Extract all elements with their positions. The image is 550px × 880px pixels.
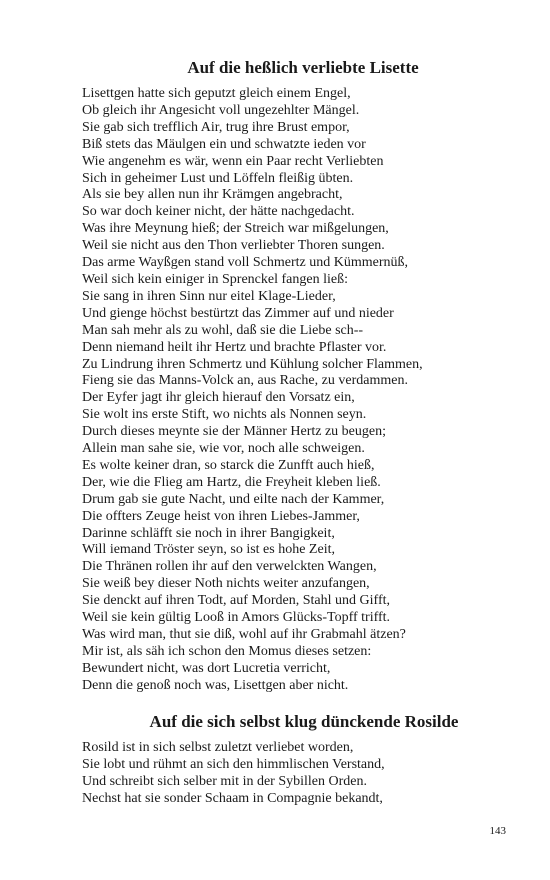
verse-line: Durch dieses meynte sie der Männer Hertz zu beugen; [82,424,386,440]
verse-line: Die offters Zeuge heist von ihren Liebes-Jammer, [82,508,360,524]
verse-line: Sie denckt auf ihren Todt, auf Morden, Stahl und Gifft, [82,593,390,609]
verse-line: Es wolte keiner dran, so starck die Zunfft auch hieß, [82,457,375,473]
verse-line: Die Thränen rollen ihr auf den verwelckten Wangen, [82,559,377,575]
verse-line: Weil sie kein gültig Looß in Amors Glücks-Topff trifft. [82,610,391,626]
verse-line: Darinne schläfft sie noch in ihrer Bangigkeit, [82,525,335,541]
verse-line: Allein man sahe sie, wie vor, noch alle schweigen. [82,441,365,457]
verse-line: Als sie bey allen nun ihr Krämgen angebracht, [82,187,343,203]
verse-line: Der, wie die Flieg am Hartz, die Freyheit kleben ließ. [82,474,381,490]
verse-line: Biß stets das Mäulgen ein und schwatzte ieden vor [82,136,366,152]
verse-line: Der Eyfer jagt ihr gleich hierauf den Vorsatz ein, [82,390,355,406]
verse-line: Sie weiß bey dieser Noth nichts weiter anzufangen, [82,576,370,592]
verse-line: Rosild ist in sich selbst zuletzt verliebet worden, [82,740,354,755]
verse-line: Sie gab sich trefflich Air, trug ihre Brust empor, [82,119,350,135]
poem-body [82,86,522,695]
poem-lisette [82,58,522,695]
verse-line: Und gienge höchst bestürtzt das Zimmer auf und nieder [82,305,394,321]
verse-line: Nechst hat sie sonder Schaam in Compagnie bekandt, [82,790,383,806]
poem-rosilde [82,712,522,808]
verse-line: Sie lobt und rühmt an sich den himmlischen Verstand, [82,756,385,772]
verse-line: Was wird man, thut sie diß, wohl auf ihr Grabmahl ätzen? [82,627,406,642]
verse-line: Wie angenehm es wär, wenn ein Paar recht Verliebten [82,153,384,169]
verse-line: Sich in geheimer Lust und Löffeln fleißig übten. [82,170,354,186]
verse-line: So war doch keiner nicht, der hätte nachgedacht. [82,204,355,220]
verse-line: Weil sie nicht aus den Thon verliebter Thoren sungen. [82,238,385,254]
verse-line: Das arme Wayßgen stand voll Schmertz und Kümmernüß, [82,255,408,271]
poem-body [82,740,522,808]
verse-line: Was ihre Meynung hieß; der Streich war mißgelungen, [82,221,389,237]
verse-line: Will iemand Tröster seyn, so ist es hohe Zeit, [82,542,335,558]
verse-line: Sie wolt ins erste Stift, wo nichts als Nonnen seyn. [82,407,367,423]
verse-line: Man sah mehr als zu wohl, daß sie die Liebe sch-- [82,322,364,338]
verse-line: Zu Lindrung ihren Schmertz und Kühlung solcher Flammen, [82,356,423,372]
poem-title: Auf die sich selbst klug dünckende Rosilde [149,712,459,731]
verse-line: Mir ist, als säh ich schon den Momus dieses setzen: [82,643,372,659]
poem-title: Auf die heßlich verliebte Lisette [187,58,419,77]
verse-line: Drum gab sie gute Nacht, und eilte nach der Kammer, [82,491,385,507]
verse-line: Denn niemand heilt ihr Hertz und brachte Pflaster vor. [82,339,387,355]
page-number: 143 [489,825,506,837]
verse-line: Fieng sie das Manns-Volck an, aus Rache, zu verdammen. [82,373,408,389]
verse-line: Bewundert nicht, was dort Lucretia verricht, [82,660,331,676]
verse-line: Und schreibt sich selber mit in der Sybillen Orden. [82,773,367,789]
verse-line: Lisettgen hatte sich geputzt gleich einem Engel, [82,86,351,101]
verse-line: Ob gleich ihr Angesicht voll ungezehlter Mängel. [82,102,360,118]
verse-line: Sie sang in ihren Sinn nur eitel Klage-Lieder, [82,288,336,304]
verse-line: Denn die genoß noch was, Lisettgen aber nicht. [82,677,349,693]
verse-line: Weil sich kein einiger in Sprenckel fangen ließ: [82,271,348,287]
